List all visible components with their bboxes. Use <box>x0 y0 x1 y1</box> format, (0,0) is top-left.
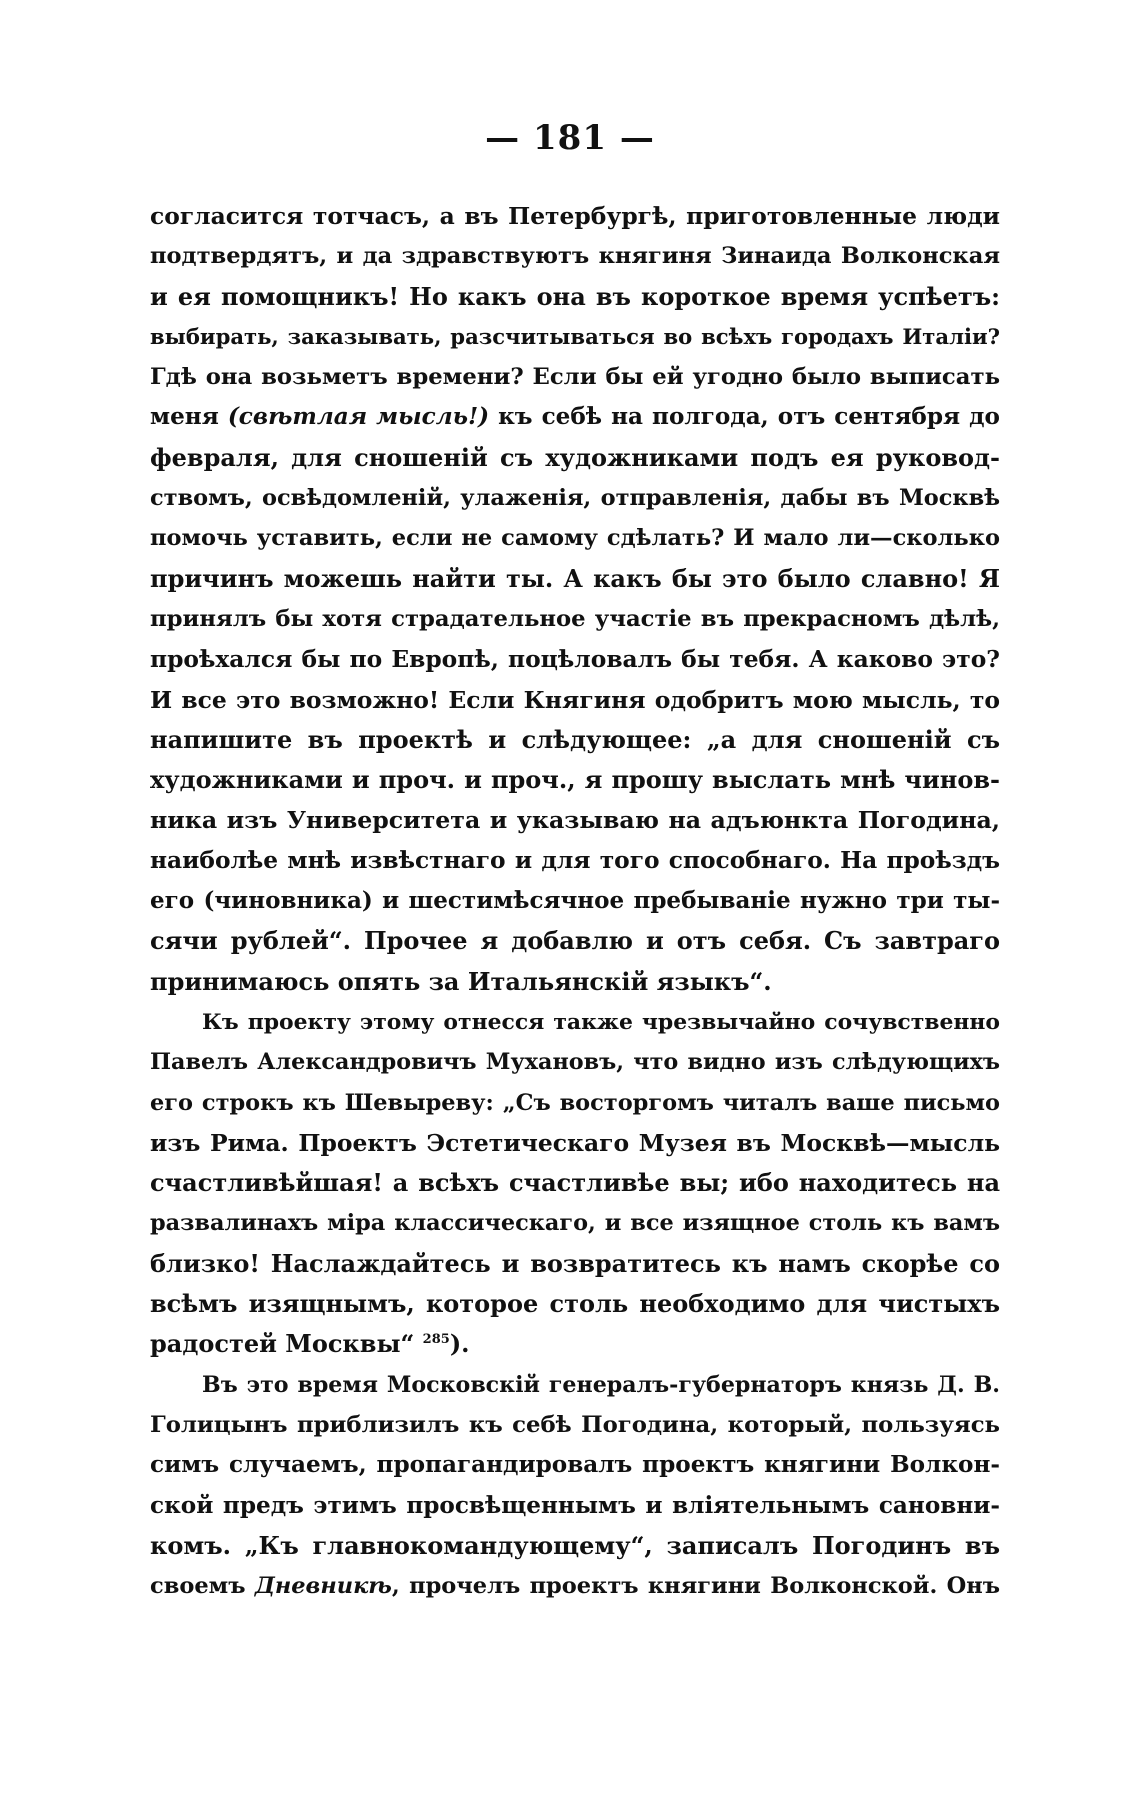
text-line: принялъ бы хотя страдательное участіе въ прекрасномъ дѣлѣ, <box>150 605 1000 632</box>
text-line: симъ случаемъ, пропагандировалъ проектъ княгини Волкон- <box>150 1451 1000 1479</box>
paragraph <box>150 1002 1000 1365</box>
text-line: проѣхался бы по Европѣ, поцѣловалъ бы тебя. А каково это? <box>150 645 1000 674</box>
text-line: комъ. „Къ главнокомандующему“, записалъ Погодинъ въ <box>150 1530 1000 1560</box>
text-line: согласится тотчасъ, а въ Петербургѣ, приготовленные люди <box>150 202 1000 230</box>
text-line: его (чиновника) и шестимѣсячное пребываніе нужно три ты- <box>150 887 1000 915</box>
paragraph <box>150 196 1000 1002</box>
text-line: сячи рублей“. Прочее я добавлю и отъ себя. Съ завтраго <box>150 926 1000 956</box>
text-line: напишите въ проектѣ и слѣдующее: „а для сношеній съ <box>150 724 1000 754</box>
body-text <box>150 196 1000 1606</box>
italic-phrase: (свѣтлая мысль!) <box>227 403 490 431</box>
text-segment: радостей Москвы“ <box>150 1329 423 1359</box>
text-line: причинъ можешь найти ты. А какъ бы это было славно! Я <box>150 563 1000 593</box>
text-line: ской предъ этимъ просвѣщеннымъ и вліятельнымъ сановни- <box>150 1491 1000 1519</box>
text-segment: къ себѣ на полгода, отъ сентября до <box>489 403 1000 431</box>
text-line: художниками и проч. и проч., я прошу выслать мнѣ чинов- <box>150 765 1000 795</box>
italic-phrase: Дневникѣ <box>254 1573 392 1600</box>
text-line: изъ Рима. Проектъ Эстетическаго Музея въ Москвѣ—мысль <box>150 1128 1000 1157</box>
text-segment: ). <box>449 1329 470 1359</box>
text-line: подтвердятъ, и да здравствуютъ княгиня Зинаида Волконская <box>150 243 1000 270</box>
text-segment: , прочелъ проектъ княгини Волконской. Онъ <box>391 1573 1000 1600</box>
text-line: выбирать, заказывать, разсчитываться во всѣхъ городахъ Италіи? <box>150 323 1000 349</box>
text-line <box>150 397 1000 437</box>
text-line: ника изъ Университета и указываю на адъюнкта Погодина, <box>150 806 1000 835</box>
text-line: Въ это время Московскій генералъ-губернаторъ князь Д. В. <box>202 1371 1000 1398</box>
text-line: близко! Наслаждайтесь и возвратитесь къ намъ скорѣе со <box>150 1248 1000 1278</box>
text-line: его строкъ къ Шевыреву: „Съ восторгомъ читалъ ваше письмо <box>150 1089 1000 1116</box>
page-number: — 181 — <box>485 118 655 158</box>
text-line: Голицынъ приблизилъ къ себѣ Погодина, который, пользуясь <box>150 1411 1000 1438</box>
footnote-marker: 285 <box>422 1332 450 1348</box>
text-line: ствомъ, освѣдомленій, улаженія, отправленія, дабы въ Москвѣ <box>150 485 1000 512</box>
text-line <box>150 1566 1000 1606</box>
text-line: Къ проекту этому отнесся также чрезвычайно сочувственно <box>202 1008 1000 1035</box>
text-line: Гдѣ она возьметъ времени? Если бы ей угодно было выписать <box>150 364 1000 391</box>
text-line: счастливѣйшая! а всѣхъ счастливѣе вы; ибо находитесь на <box>150 1168 1000 1198</box>
text-line: и ея помощникъ! Но какъ она въ короткое время успѣетъ: <box>150 281 1000 311</box>
text-line: Павелъ Александровичъ Мухановъ, что видно изъ слѣдующихъ <box>150 1049 1000 1076</box>
text-line: И все это возможно! Если Княгиня одобритъ мою мысль, то <box>150 685 1000 714</box>
text-line: принимаюсь опять за Итальянскій языкъ“. <box>150 966 772 996</box>
text-line: наиболѣе мнѣ извѣстнаго и для того способнаго. На проѣздъ <box>150 846 1000 874</box>
text-line: помочь уставить, если не самому сдѣлать? И мало ли—сколько <box>150 525 1000 552</box>
text-line: развалинахъ міра классическаго, и все изящное столь къ вамъ <box>150 1210 1000 1237</box>
text-segment: меня <box>150 403 228 431</box>
text-line: февраля, для сношеній съ художниками подъ ея руковод- <box>150 442 1000 472</box>
paragraph <box>150 1365 1000 1607</box>
text-segment: своемъ <box>150 1573 255 1600</box>
text-line <box>150 1324 1000 1364</box>
text-line: всѣмъ изящнымъ, которое столь необходимо для чистыхъ <box>150 1289 1000 1319</box>
